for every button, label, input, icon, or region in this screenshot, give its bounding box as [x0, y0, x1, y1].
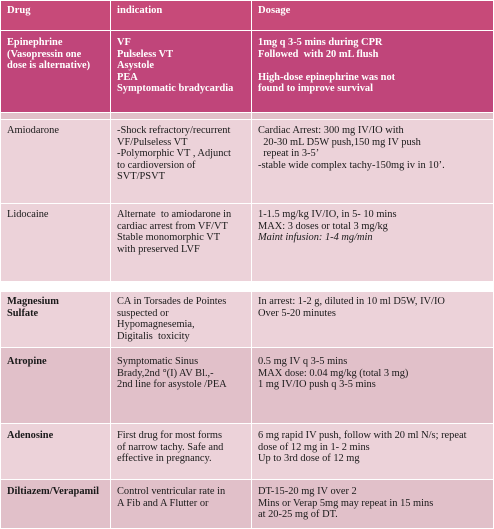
drug-name: Adenosine	[7, 430, 54, 441]
indication-line: with preserved LVF	[117, 243, 200, 255]
indication-cell	[111, 480, 252, 529]
separator-cell	[111, 113, 252, 120]
row-gap	[1, 282, 493, 292]
drug-name: Magnesium	[7, 296, 59, 307]
header-drug: Drug	[1, 1, 111, 31]
dosage-line: dose of 12 mg in 1- 2 mins	[258, 441, 370, 453]
table-row-epinephrine	[1, 31, 493, 113]
drug-name: Sulfate	[7, 307, 39, 319]
dosage-maint-infusion: Maint infusion: 1-4 mg/min	[258, 232, 373, 244]
dosage-line: MAX: 3 doses or total 3 mg/kg	[258, 220, 388, 232]
indication-line: Asystole	[117, 60, 154, 72]
dosage-line: repeat in 3-5’	[258, 148, 320, 160]
drug-cell	[1, 204, 111, 282]
drug-cell	[1, 31, 111, 113]
table-row-lidocaine	[1, 204, 493, 282]
drug-name: Lidocaine	[7, 209, 49, 220]
indication-line: First drug for most forms	[117, 430, 223, 441]
dosage-line: 0.5 mg IV q 3-5 mins	[258, 356, 348, 367]
indication-cell	[111, 424, 252, 480]
table-row-amiodarone	[1, 120, 493, 204]
dosage-cell	[252, 480, 493, 529]
indication-line: A Fib and A Flutter or	[117, 497, 209, 509]
gap-cell	[111, 282, 252, 292]
indication-line: Alternate to amiodarone in	[117, 209, 232, 220]
dosage-line: High-dose epinephrine was not	[258, 71, 396, 83]
dosage-line: Up to 3rd dose of 12 mg	[258, 453, 360, 465]
indication-line: Stable monomorphic VT	[117, 232, 221, 244]
separator-cell	[1, 113, 111, 120]
indication-cell	[111, 348, 252, 424]
drug-cell	[1, 348, 111, 424]
dosage-line: 1 mg IV/IO push q 3-5 mins	[258, 379, 376, 391]
indication-line: -Shock refractory/recurrent	[117, 125, 231, 136]
indication-line: Pulseless VT	[117, 48, 174, 60]
indication-line: cardiac arrest from VF/VT	[117, 220, 228, 232]
dosage-cell	[252, 31, 493, 113]
indication-line: PEA	[117, 71, 138, 83]
indication-cell	[111, 31, 252, 113]
dosage-line: Mins or Verap 5mg may repeat in 15 mins	[258, 497, 434, 509]
dosage-line: -stable wide complex tachy-150mg iv in 10’.	[258, 159, 445, 171]
drug-name: Atropine	[7, 356, 47, 367]
drug-note: (Vasopressin one	[7, 48, 82, 60]
header-indication: indication	[111, 1, 252, 31]
indication-line: CA in Torsades de Pointes	[117, 296, 227, 307]
dosage-cell	[252, 120, 493, 204]
drug-cell	[1, 120, 111, 204]
dosage-line: Over 5-20 minutes	[258, 307, 336, 319]
indication-line: to cardioversion of	[117, 159, 196, 171]
dosage-line	[258, 60, 487, 72]
table-row-diltiazem	[1, 480, 493, 529]
table-row-atropine	[1, 348, 493, 424]
indication-line: Control ventricular rate in	[117, 486, 226, 497]
dosage-line: 20-30 mL D5W push,150 mg IV push	[258, 136, 421, 148]
dosage-line: 1mg q 3-5 mins during CPR	[258, 37, 383, 48]
table-row-adenosine	[1, 424, 493, 480]
separator-cell	[252, 113, 493, 120]
dosage-line: at 20-25 mg of DT.	[258, 509, 338, 521]
dosage-cell	[252, 348, 493, 424]
indication-cell	[111, 292, 252, 348]
indication-line: VF	[117, 37, 131, 48]
dosage-cell	[252, 204, 493, 282]
indication-cell	[111, 204, 252, 282]
indication-line: effective in pregnancy.	[117, 453, 212, 465]
header-dosage: Dosage	[252, 1, 493, 31]
indication-line: Digitalis toxicity	[117, 330, 190, 342]
drug-cell	[1, 480, 111, 529]
table-row-magnesium	[1, 292, 493, 348]
indication-line: SVT/PSVT	[117, 171, 165, 183]
drug-name: Diltiazem/Verapamil	[7, 486, 99, 497]
drug-name: Epinephrine	[7, 37, 63, 48]
dosage-line: found to improve survival	[258, 83, 373, 95]
gap-cell	[1, 282, 111, 292]
dosage-cell	[252, 424, 493, 480]
dosage-line: DT-15-20 mg IV over 2	[258, 486, 357, 497]
indication-line: Symptomatic Sinus	[117, 356, 199, 367]
indication-line: suspected or	[117, 307, 169, 319]
dosage-line: 6 mg rapid IV push, follow with 20 ml N/s; repeat	[258, 430, 467, 441]
drug-cell	[1, 424, 111, 480]
indication-line: Hypomagnesemia,	[117, 319, 195, 331]
indication-line: -Polymorphic VT , Adjunct	[117, 148, 231, 160]
dosage-line: In arrest: 1-2 g, diluted in 10 ml D5W, IV/IO	[258, 296, 445, 307]
indication-line: Symptomatic bradycardia	[117, 83, 234, 95]
indication-line: Brady,2nd °(I) AV Bl.,-	[117, 367, 214, 379]
drug-cell	[1, 292, 111, 348]
row-separator	[1, 113, 493, 120]
indication-line: of narrow tachy. Safe and	[117, 441, 224, 453]
table-header-row	[1, 1, 493, 31]
drug-name: Amiodarone	[7, 125, 59, 136]
dosage-line: Cardiac Arrest: 300 mg IV/IO with	[258, 125, 404, 136]
dosage-line: Followed with 20 mL flush	[258, 48, 379, 60]
gap-cell	[252, 282, 493, 292]
dosage-cell	[252, 292, 493, 348]
indication-line: VF/Pulseless VT	[117, 136, 188, 148]
dosage-line: MAX dose: 0.04 mg/kg (total 3 mg)	[258, 367, 409, 379]
drug-note: dose is alternative)	[7, 60, 91, 72]
indication-cell	[111, 120, 252, 204]
indication-line: 2nd line for asystole /PEA	[117, 379, 227, 391]
dosage-line: 1-1.5 mg/kg IV/IO, in 5- 10 mins	[258, 209, 397, 220]
